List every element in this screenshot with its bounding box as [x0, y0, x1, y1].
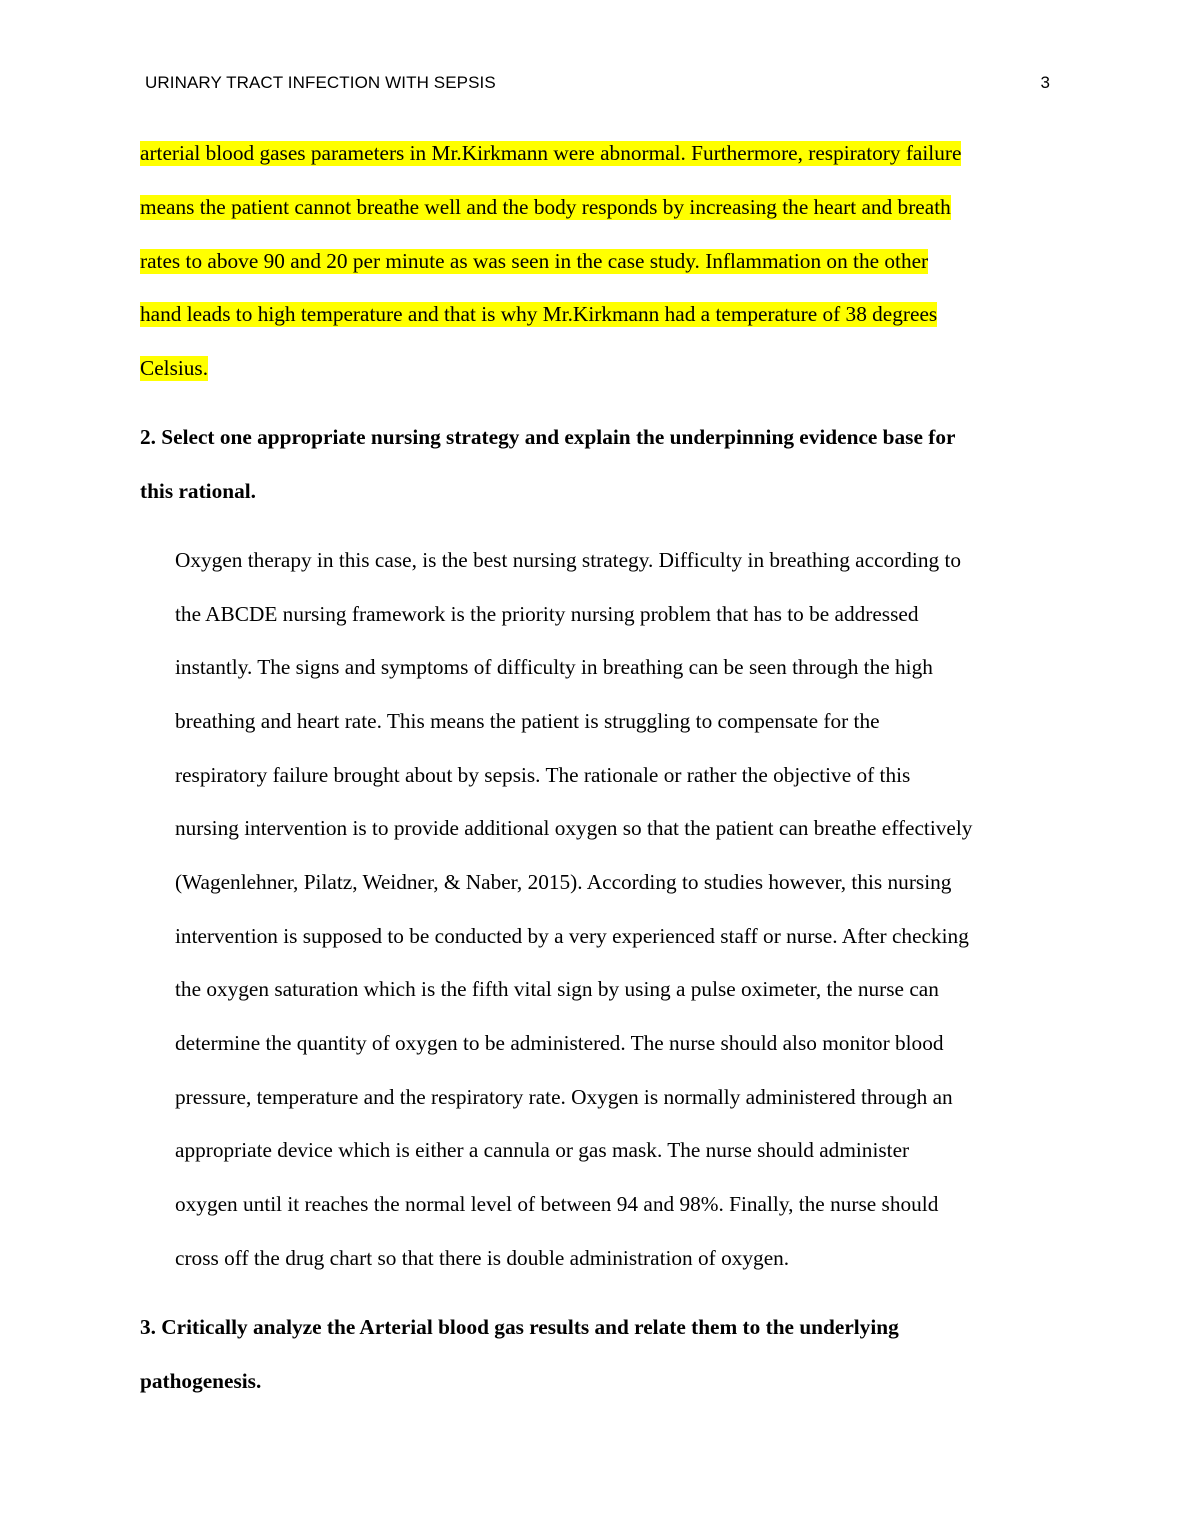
paragraph-line: appropriate device which is either a cannula or gas mask. The nurse should administer [175, 1138, 910, 1162]
paragraph-line [140, 301, 937, 328]
highlighted-text: arterial blood gases parameters in Mr.Kirkmann were abnormal. Furthermore, respiratory failure [140, 141, 962, 165]
paragraph-line [140, 140, 961, 167]
paragraph-line [140, 248, 928, 275]
paragraph-line: nursing intervention is to provide additional oxygen so that the patient can breathe effectively [175, 816, 973, 840]
paragraph-line: intervention is supposed to be conducted by a very experienced staff or nurse. After checking [175, 924, 969, 948]
paragraph-line: breathing and heart rate. This means the patient is struggling to compensate for the [175, 709, 880, 733]
heading-line: pathogenesis. [140, 1369, 262, 1393]
paragraph-line [140, 355, 208, 382]
highlighted-text: rates to above 90 and 20 per minute as was seen in the case study. Inflammation on the other [140, 249, 929, 273]
highlighted-text: Celsius. [140, 356, 209, 380]
paragraph-line: pressure, temperature and the respiratory rate. Oxygen is normally administered through an [175, 1085, 953, 1109]
paragraph-line: oxygen until it reaches the normal level of between 94 and 98%. Finally, the nurse should [175, 1192, 939, 1216]
paragraph-line: determine the quantity of oxygen to be administered. The nurse should also monitor blood [175, 1031, 944, 1055]
paragraph-line: respiratory failure brought about by sepsis. The rationale or rather the objective of this [175, 763, 911, 787]
paragraph-line [140, 194, 951, 221]
heading-line: this rational. [140, 479, 256, 503]
heading-line: 2. Select one appropriate nursing strategy and explain the underpinning evidence base for [140, 425, 956, 449]
paragraph-line: the oxygen saturation which is the fifth vital sign by using a pulse oximeter, the nurse can [175, 977, 939, 1001]
paragraph-line: Oxygen therapy in this case, is the best nursing strategy. Difficulty in breathing according to [175, 548, 962, 572]
paragraph-line: cross off the drug chart so that there is double administration of oxygen. [175, 1246, 790, 1270]
heading-line: 3. Critically analyze the Arterial blood gas results and relate them to the underlying [140, 1315, 899, 1339]
running-head: URINARY TRACT INFECTION WITH SEPSIS [145, 73, 496, 92]
highlighted-text: hand leads to high temperature and that is why Mr.Kirkmann had a temperature of 38 degrees [140, 302, 938, 326]
paragraph-line: the ABCDE nursing framework is the priority nursing problem that has to be addressed [175, 602, 919, 626]
paragraph-line: (Wagenlehner, Pilatz, Weidner, & Naber, 2015). According to studies however, this nursing [175, 870, 952, 894]
highlighted-text: means the patient cannot breathe well and the body responds by increasing the heart and breath [140, 195, 951, 219]
paragraph-line: instantly. The signs and symptoms of difficulty in breathing can be seen through the high [175, 655, 933, 679]
page-number: 3 [1040, 73, 1050, 92]
